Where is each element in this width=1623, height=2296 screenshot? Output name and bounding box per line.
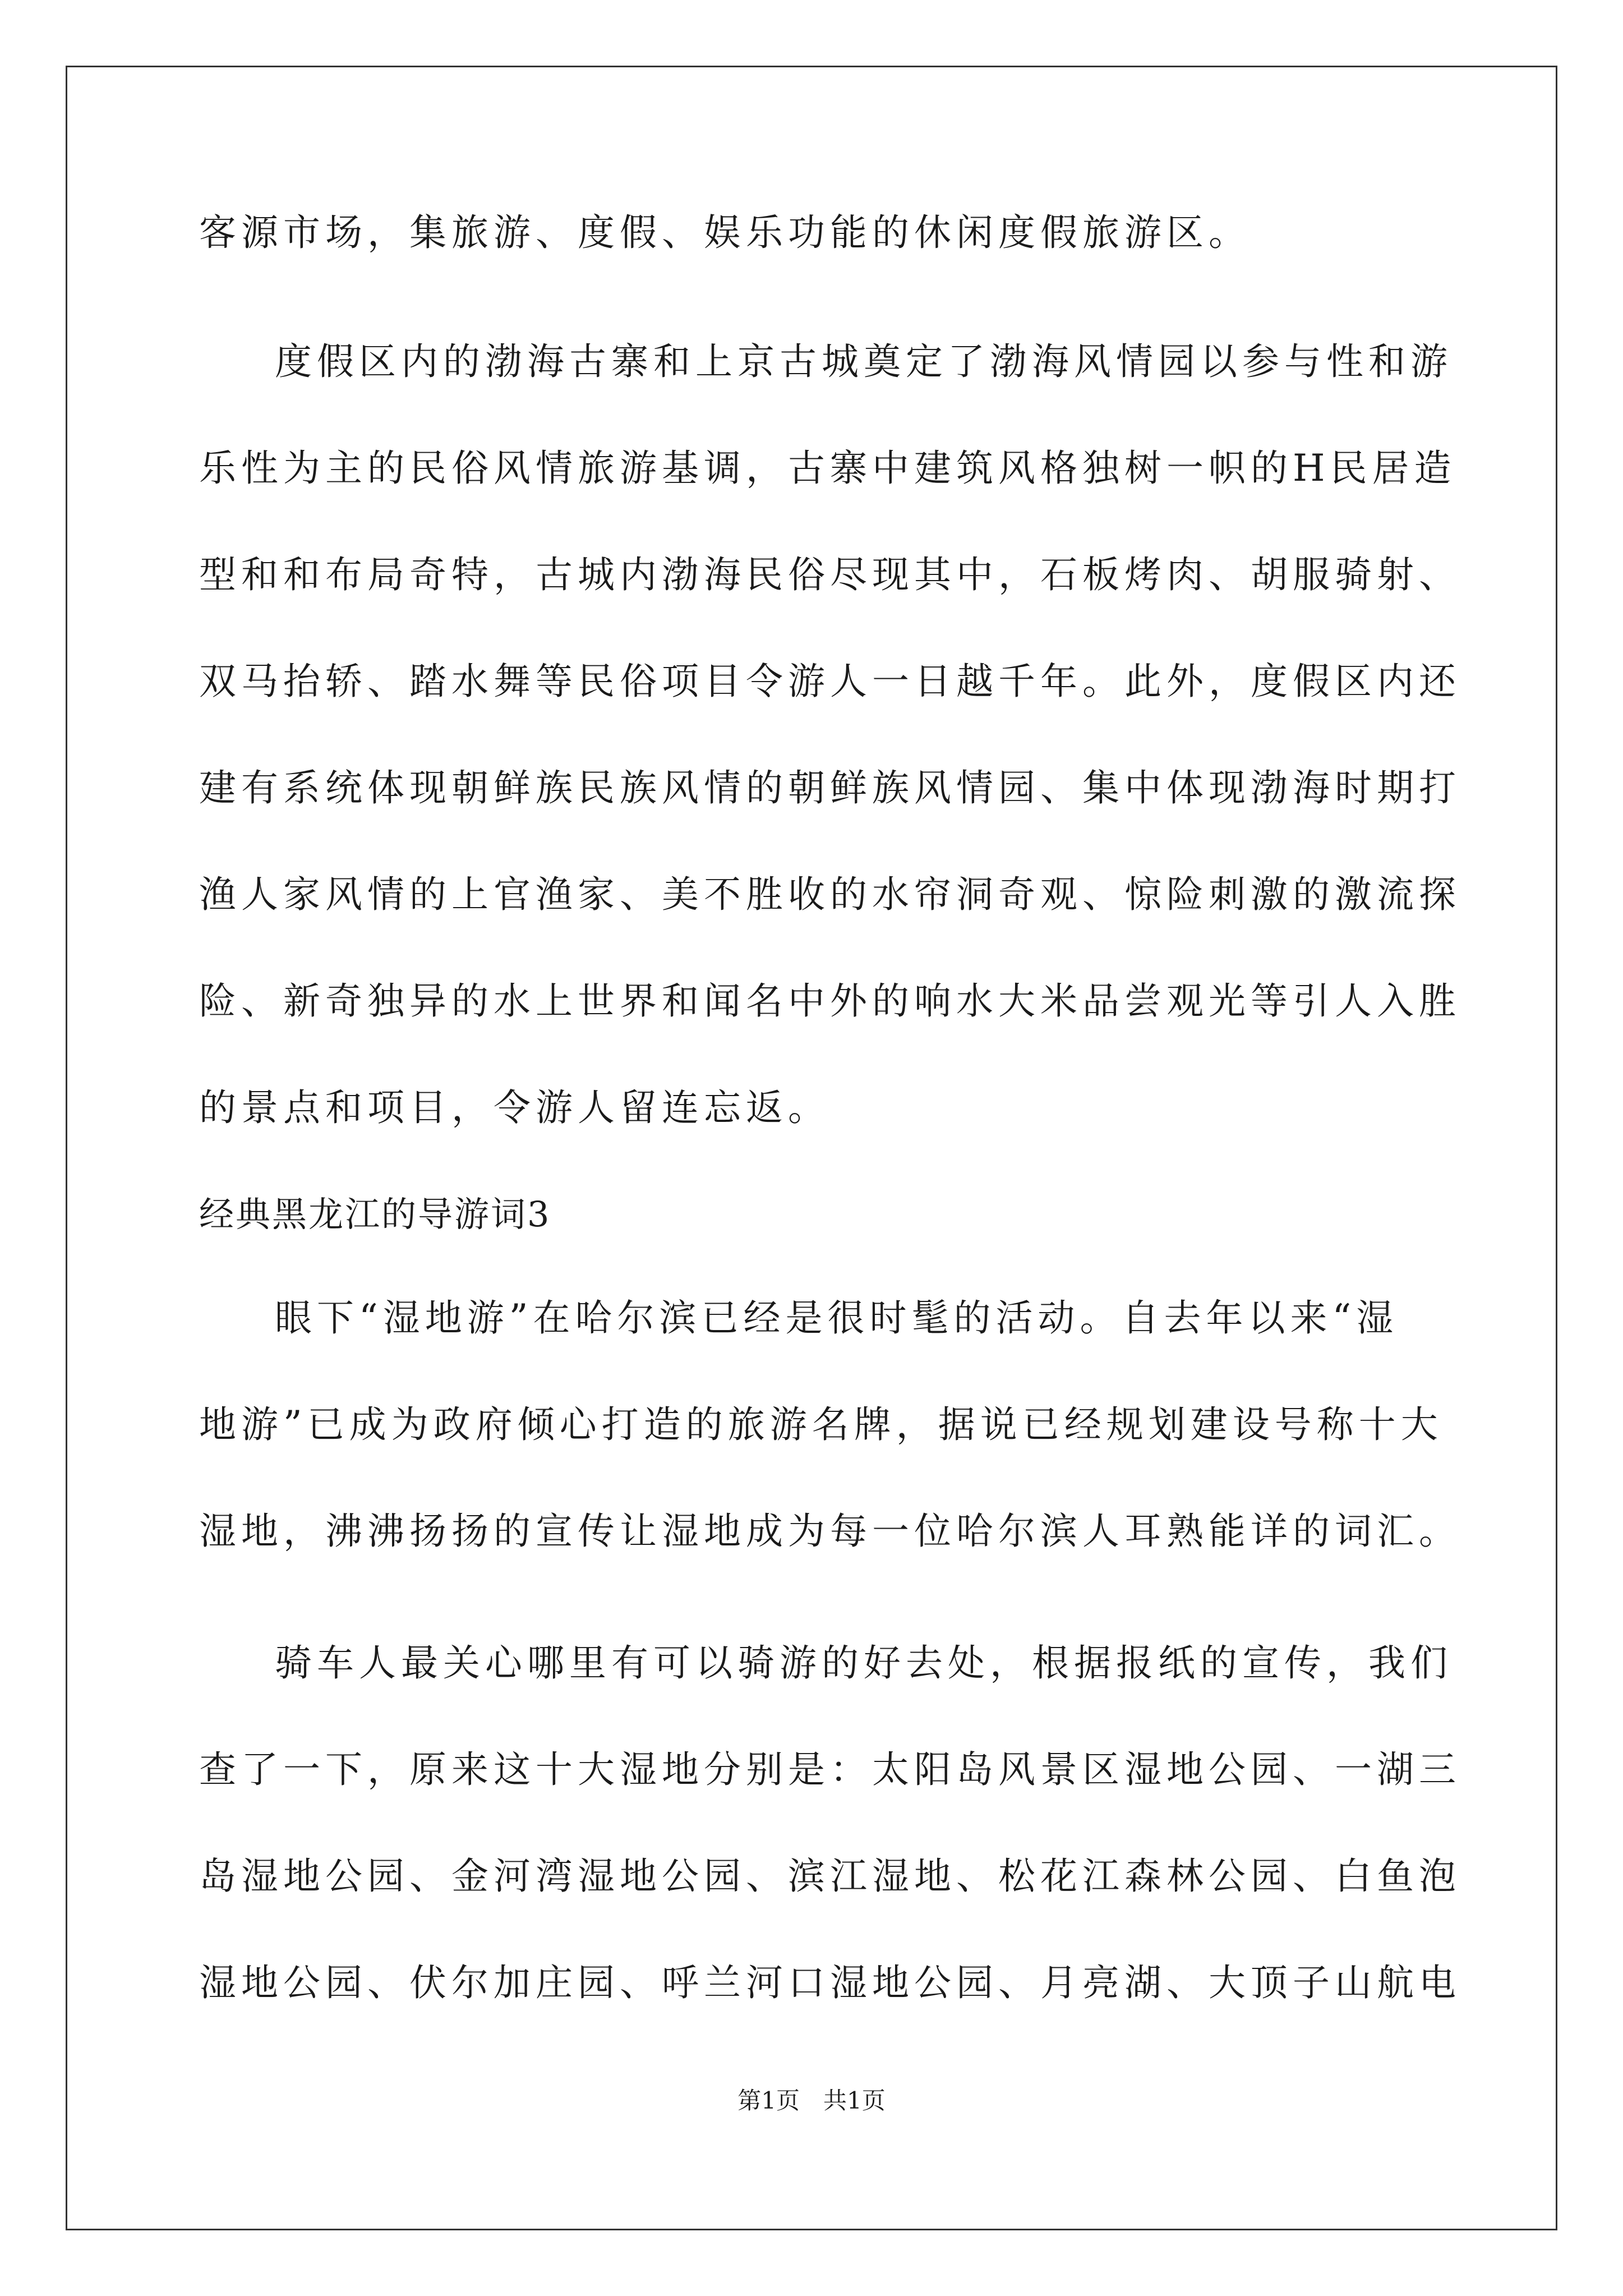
text-line: 查了一下，原来这十大湿地分别是：太阳岛风景区湿地公园、一湖三 [199, 1748, 1461, 1791]
page-footer: 第1页 共1页 [737, 2087, 886, 2114]
paragraph-first-line: 眼下“湿地游”在哈尔滨已经是很时髦的活动。自去年以来“湿 [275, 1296, 1399, 1340]
paragraph-first-line: 度假区内的渤海古寨和上京古城奠定了渤海风情园以参与性和游 [275, 340, 1453, 383]
text-line: 双马抬轿、踏水舞等民俗项目令游人一日越千年。此外，度假区内还 [199, 660, 1461, 703]
text-line: 型和和布局奇特，古城内渤海民俗尽现其中，石板烤肉、胡服骑射、 [199, 553, 1461, 596]
section-heading: 经典黑龙江的导游词3 [199, 1194, 551, 1235]
text-line: 地游”已成为政府倾心打造的旅游名牌，据说已经规划建设号称十大 [199, 1403, 1443, 1446]
text-line: 渔人家风情的上官渔家、美不胜收的水帘洞奇观、惊险刺激的激流探 [199, 873, 1461, 916]
text-line: 湿地公园、伏尔加庄园、呼兰河口湿地公园、月亮湖、大顶子山航电 [199, 1961, 1461, 2004]
text-line: 客源市场，集旅游、度假、娱乐功能的休闲度假旅游区。 [199, 211, 1251, 254]
text-line: 的景点和项目，令游人留连忘返。 [199, 1086, 830, 1129]
text-line: 湿地，沸沸扬扬的宣传让湿地成为每一位哈尔滨人耳熟能详的词汇。 [199, 1510, 1461, 1553]
text-line: 乐性为主的民俗风情旅游基调，古寨中建筑风格独树一帜的H民居造 [199, 447, 1456, 490]
paragraph-first-line: 骑车人最关心哪里有可以骑游的好去处，根据报纸的宣传，我们 [275, 1641, 1453, 1685]
page-border [66, 66, 1557, 2230]
text-line: 岛湿地公园、金河湾湿地公园、滨江湿地、松花江森林公园、白鱼泡 [199, 1855, 1461, 1898]
text-line: 建有系统体现朝鲜族民族风情的朝鲜族风情园、集中体现渤海时期打 [199, 766, 1461, 809]
text-line: 险、新奇独异的水上世界和闻名中外的响水大米品尝观光等引人入胜 [199, 979, 1461, 1023]
